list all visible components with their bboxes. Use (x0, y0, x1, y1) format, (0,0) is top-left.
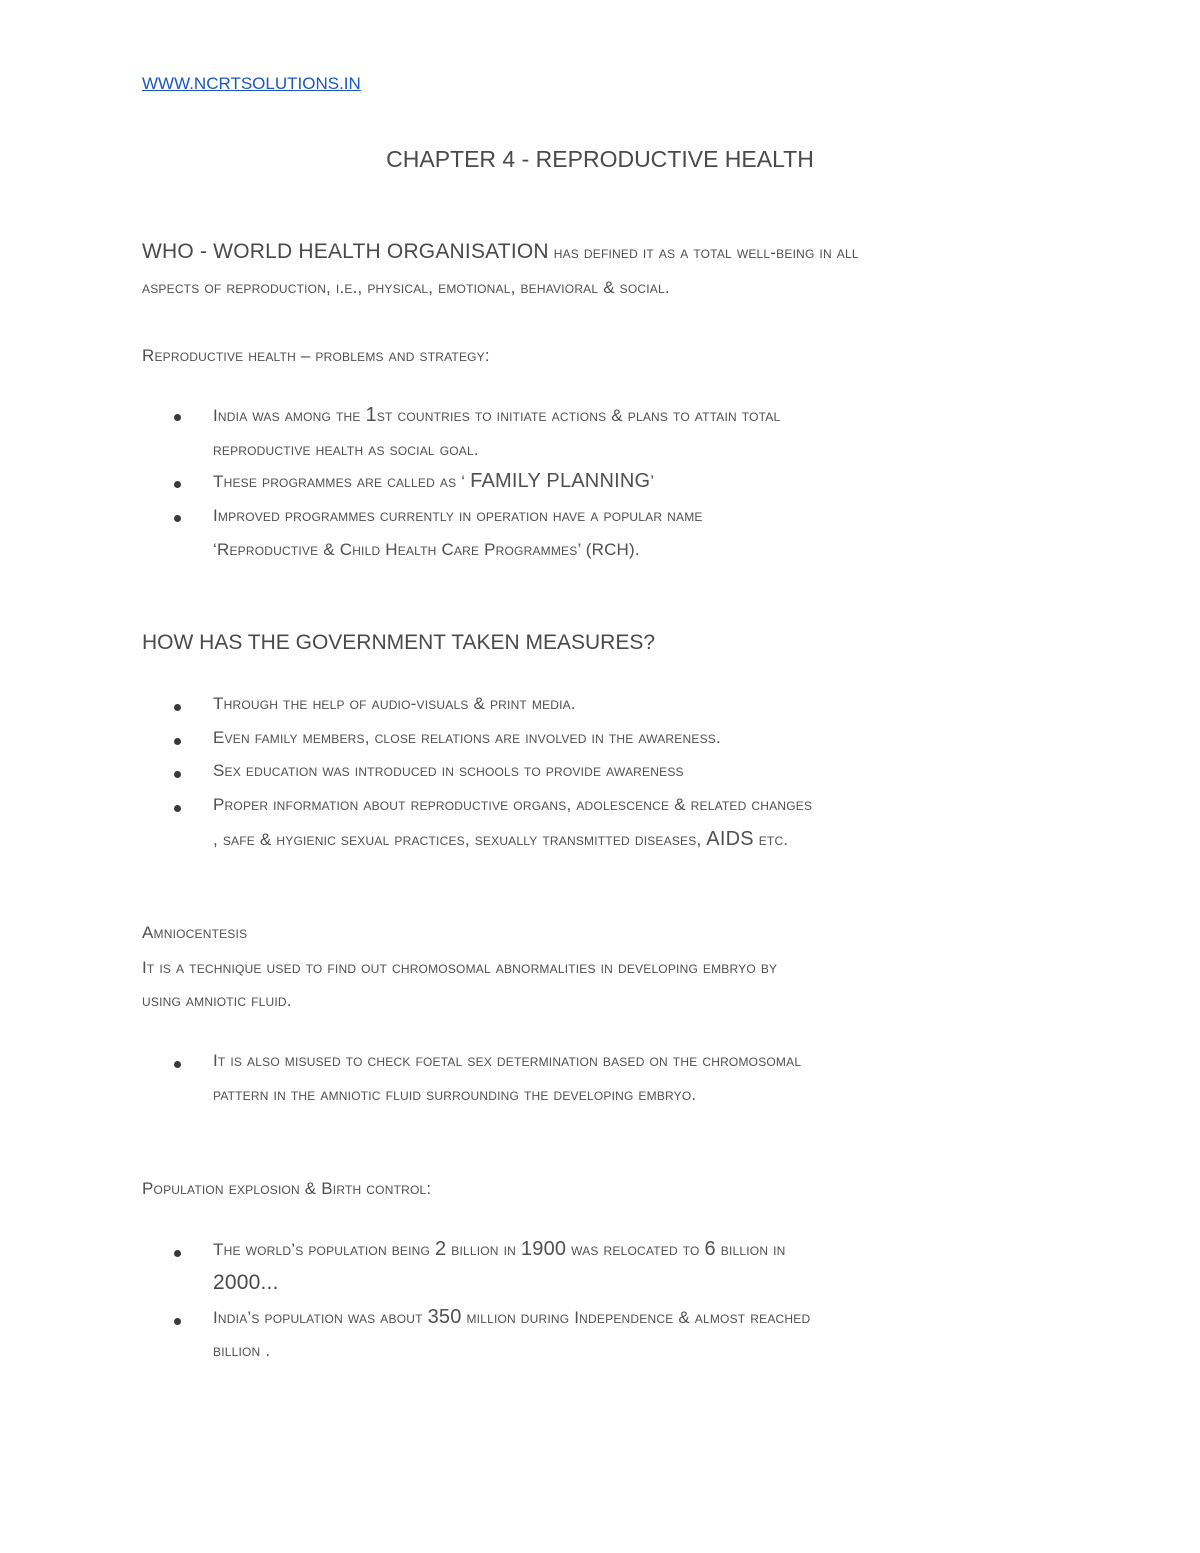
list-item-continued: pattern in the amniotic fluid surrounding the developing embryo. (213, 1085, 697, 1104)
list-item: It is also misused to check foetal sex determination based on the chromosomal (213, 1051, 802, 1070)
bullet-icon (174, 738, 181, 745)
number: 2 (435, 1238, 447, 1260)
text: etc. (753, 830, 789, 849)
bullet-icon (174, 515, 181, 522)
text: st countries to initiate actions & plans to attain total (376, 406, 781, 425)
text: , safe & hygienic sexual practices, sexually transmitted diseases, (213, 830, 707, 849)
list-item: Improved programmes currently in operation have a popular name (213, 506, 703, 525)
text: India’s population was about (213, 1308, 428, 1327)
list-item (213, 1306, 810, 1329)
section-heading-population: Population explosion & Birth control: (142, 1179, 432, 1198)
bullet-icon (174, 481, 181, 488)
who-definition-line1 (142, 240, 859, 264)
bullet-icon (174, 771, 181, 778)
list-item-continued (213, 828, 788, 851)
list-item (213, 1238, 786, 1261)
text: The world’s population being (213, 1240, 435, 1259)
who-definition-line2: aspects of reproduction, i.e., physical, emotional, behavioral & social. (142, 278, 670, 297)
text: million during Independence & almost reached (461, 1308, 811, 1327)
amniocentesis-paragraph-line1: It is a technique used to find out chromosomal abnormalities in developing embryo by (142, 958, 778, 977)
page-title: CHAPTER 4 - REPRODUCTIVE HEALTH (386, 146, 814, 172)
number: 350 (427, 1306, 462, 1328)
list-item: Sex education was introduced in schools to provide awareness (213, 761, 684, 780)
list-item-continued: reproductive health as social goal. (213, 440, 479, 459)
aids-text: AIDS (706, 828, 754, 850)
bullet-icon (174, 414, 181, 421)
amniocentesis-paragraph-line2: using amniotic fluid. (142, 991, 292, 1010)
text: India was among the (213, 406, 366, 425)
number: 1900 (520, 1238, 567, 1260)
family-planning-text: FAMILY PLANNING (470, 470, 651, 492)
bullet-icon (174, 1061, 181, 1068)
list-item: Through the help of audio-visuals & print media. (213, 694, 576, 713)
website-link[interactable]: WWW.NCRTSOLUTIONS.IN (142, 74, 361, 93)
list-item-continued: ‘Reproductive & Child Health Care Programmes’ (RCH). (213, 540, 640, 559)
list-item (213, 404, 780, 427)
text: billion in (715, 1240, 786, 1259)
number: 1 (365, 404, 377, 426)
bullet-icon (174, 1250, 181, 1257)
bullet-icon (174, 805, 181, 812)
text: These programmes are called as ‘ (213, 472, 471, 491)
list-item-continued: 2000... (213, 1271, 279, 1294)
bullet-icon (174, 1318, 181, 1325)
bullet-icon (174, 704, 181, 711)
list-item (213, 470, 654, 493)
text: billion in (446, 1240, 521, 1259)
number: 6 (704, 1238, 716, 1260)
text: ’ (650, 472, 655, 491)
list-item: Proper information about reproductive organs, adolescence & related changes (213, 795, 813, 814)
section-heading-reproductive-health: Reproductive health – problems and strategy: (142, 346, 490, 365)
list-item: Even family members, close relations are involved in the awareness. (213, 728, 721, 747)
text: was relocated to (566, 1240, 705, 1259)
list-item-continued: billion . (213, 1341, 271, 1360)
section-heading-amniocentesis: Amniocentesis (142, 923, 248, 942)
who-rest: has defined it as a total well-being in all (548, 243, 859, 262)
section-heading-government-measures: HOW HAS THE GOVERNMENT TAKEN MEASURES? (142, 631, 656, 654)
who-lead: WHO - WORLD HEALTH ORGANISATION (142, 240, 549, 263)
